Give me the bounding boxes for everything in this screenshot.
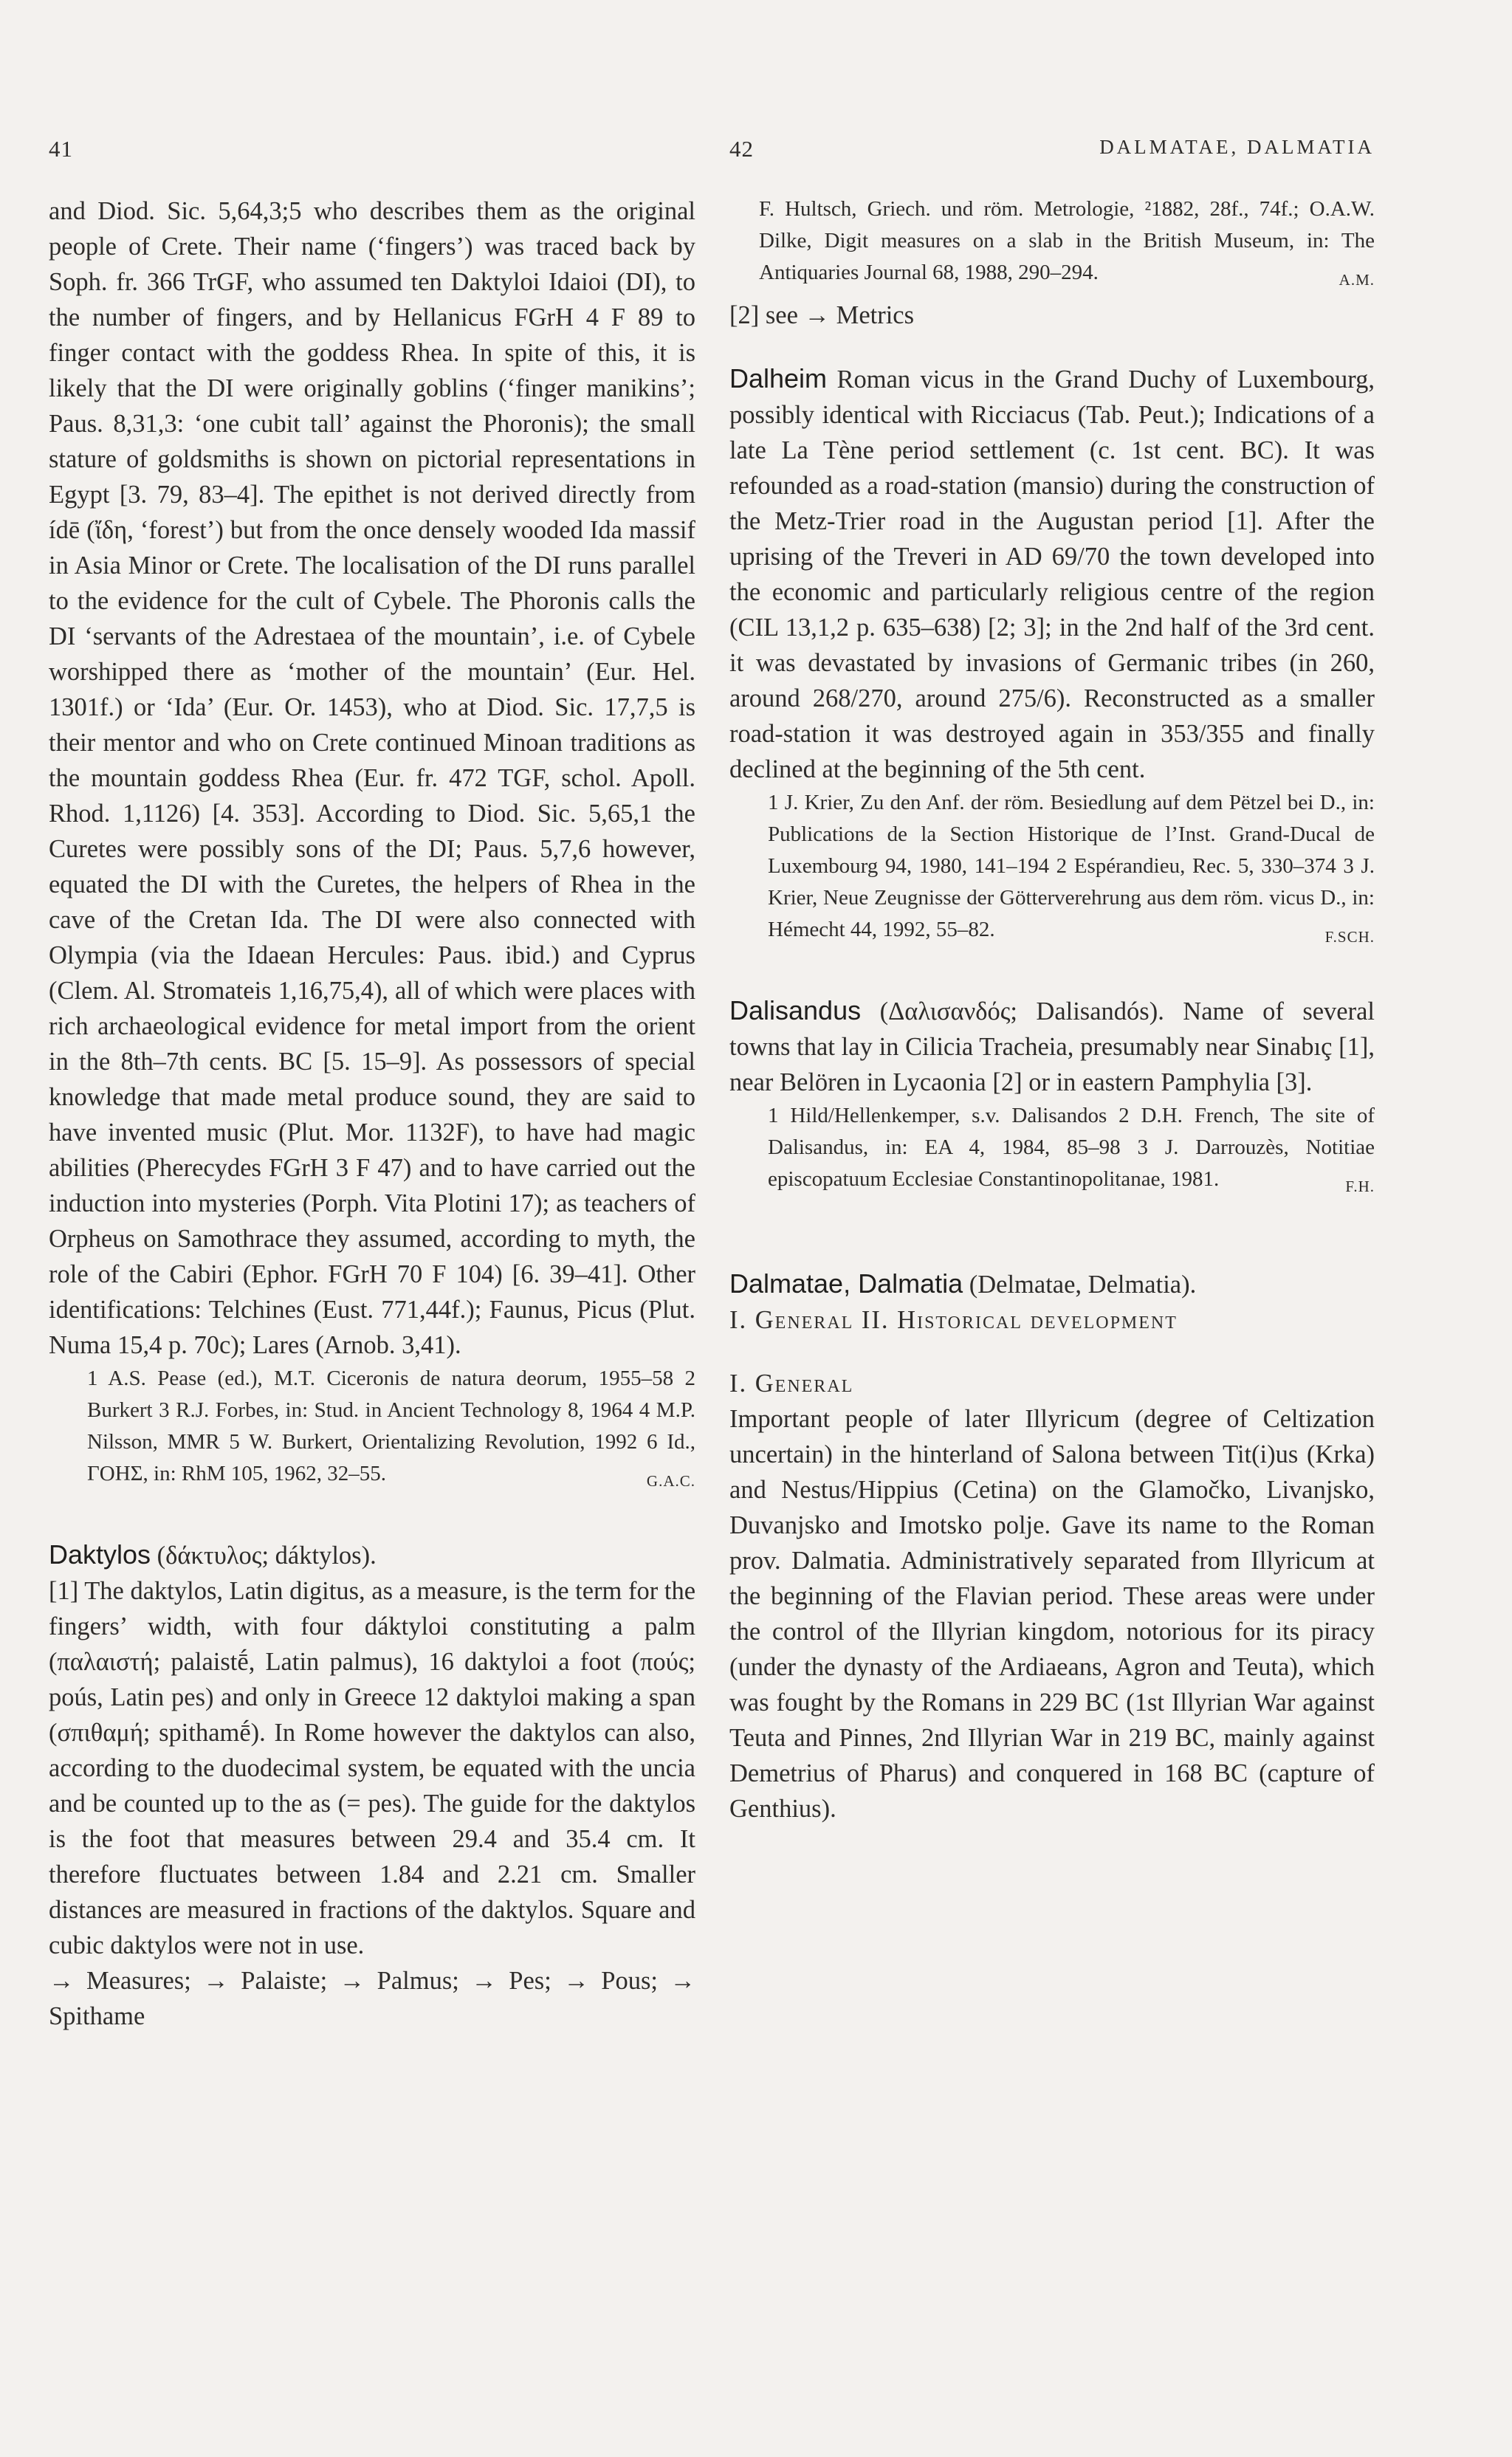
left-column: [49, 193, 695, 2034]
dalheim-references: 1 J. Krier, Zu den Anf. der röm. Besiedlung auf dem Pëtzel bei D., in: Publications de la Section Historique de l’Inst. Grand-Ducal de Luxembourg 94, 1980, 141–194 2 Espérandieu, Rec. 5, 330–374 3 J. Krier, Neue Zeugnisse der Götterverehrung aus dem röm. vicus D., in: Hémecht 44, 1992, 55–82. F.SCH.: [729, 787, 1375, 946]
dalheim-entry: [729, 361, 1375, 787]
dalheim-title: Dalheim: [729, 363, 828, 394]
dalmatae-body: Important people of later Illyricum (degree of Celtization uncertain) in the hinterland of Salona between Tit(i)us (Krka) and Nestus/Hippius (Cetina) on the Glamočko, Livanjsko, Duvanjsko and Imotsko polje. Gave its name to the Roman prov. Dalmatia. Administratively separated from Illyricum at the beginning of the Flavian period. These areas were under the control of the Illyrian kingdom, notorious for its piracy (under the dynasty of the Ardiaeans, Agron and Teuta), which was fought by the Romans in 229 BC (1st Illyrian War against Teuta and Pinnes, 2nd Illyrian War in 219 BC, mainly against Demetrius of Pharus) and conquered in 168 BC (capture of Genthius).: [729, 1405, 1375, 1823]
daktylos-author-initials: A.M.: [1339, 271, 1375, 289]
dalmatae-section-list: I. General II. Historical development: [729, 1306, 1178, 1334]
daktylos-see-also: → Measures; → Palaiste; → Palmus; → Pes; → Pous; → Spithame: [49, 1967, 695, 2030]
running-head: DALMATAE, DALMATIA: [1099, 136, 1375, 158]
daktylos-entry-heading: [49, 1537, 695, 1573]
daktyloi-author-initials: G.A.C.: [646, 1472, 695, 1490]
dalheim-author-initials: F.SCH.: [1324, 928, 1375, 946]
dalisandus-body: (Δαλισανδός; Dalisandós). Name of several towns that lay in Cilicia Tracheia, presumably near Sinabıç [1], near Belören in Lycaonia [2] or in eastern Pamphylia [3].: [729, 997, 1375, 1096]
dalmatae-section-heading: I. General: [729, 1370, 854, 1398]
dalmatae-variants: (Delmatae, Delmatia).: [969, 1271, 1197, 1299]
right-column: [729, 193, 1375, 1827]
dalisandus-author-initials: F.H.: [1345, 1178, 1375, 1195]
daktylos-title: Daktylos: [49, 1539, 151, 1570]
dalisandus-entry: [729, 993, 1375, 1100]
dalisandus-title: Dalisandus: [729, 995, 862, 1025]
dalmatae-title: Dalmatae, Dalmatia: [729, 1268, 963, 1299]
left-page-number: 41: [49, 136, 73, 162]
right-page-number: 42: [729, 136, 754, 162]
dalisandus-references: 1 Hild/Hellenkemper, s.v. Dalisandos 2 D.H. French, The site of Dalisandus, in: EA 4, 1984, 85–98 3 J. Darrouzès, Notitiae episcopatuum Ecclesiae Constantinopolitanae, 1981. F.H.: [729, 1100, 1375, 1195]
daktylos-greek: (δάκτυλος; dáktylos).: [157, 1542, 377, 1570]
daktyloi-body: and Diod. Sic. 5,64,3;5 who describes them as the original people of Crete. Their name (‘fingers’) was traced back by Soph. fr. 366 TrGF, who assumed ten Daktyloi Idaioi (DI), to the number of fingers, and by Hellanicus FGrH 4 F 89 to finger contact with the goddess Rhea. In spite of this, it is likely that the DI were originally goblins (‘finger manikins’; Paus. 8,31,3: ‘one cubit tall’ against the Phoronis); the small stature of goldsmiths is shown on pictorial representations in Egypt [3. 79, 83–4]. The epithet is not derived directly from ídē (ἴδη, ‘forest’) but from the once densely wooded Ida massif in Asia Minor or Crete. The localisation of the DI runs parallel to the evidence for the cult of Cybele. The Phoronis calls the DI ‘servants of the Adrestaea of the mountain’, i.e. of Cybele worshipped there as ‘mother of the mountain’ (Eur. Hel. 1301f.) or ‘Ida’ (Eur. Or. 1453), who at Diod. Sic. 17,7,5 is their mentor and who on Crete continued Minoan traditions as the mountain goddess Rhea (Eur. fr. 472 TGF, schol. Apoll. Rhod. 1,1126) [4. 353]. According to Diod. Sic. 5,65,1 the Curetes were possibly sons of the DI; Paus. 5,7,6 however, equated the DI with the Curetes, the helpers of Rhea in the cave of the Cretan Ida. The DI were also connected with Olympia (via the Idaean Hercules: Paus. ibid.) and Cyprus (Clem. Al. Stromateis 1,16,75,4), all of which were places with rich archaeological evidence for metal import from the orient in the 8th–7th cents. BC [5. 15–9]. As possessors of special knowledge that made metal produce sound, they are said to have invented music (Plut. Mor. 1132F), to have had magic abilities (Pherecydes FGrH 3 F 47) and to have carried out the induction into mysteries (Porph. Vita Plotini 17); as teachers of Orpheus on Samothrace they assumed, according to myth, the role of the Cabiri (Ephor. FGrH 70 F 104) [6. 39–41]. Other identifications: Telchines (Eust. 771,44f.); Faunus, Picus (Plut. Numa 15,4 p. 70c); Lares (Arnob. 3,41).: [49, 197, 695, 1359]
daktylos-sense-2: [2] see → Metrics: [729, 301, 915, 329]
daktylos-references: F. Hultsch, Griech. und röm. Metrologie, ²1882, 28f., 74f.; O.A.W. Dilke, Digit measures on a slab in the British Museum, in: The Antiquaries Journal 68, 1988, 290–294. A.M.: [729, 193, 1375, 289]
daktylos-body: [1] The daktylos, Latin digitus, as a measure, is the term for the fingers’ width, with four dáktyloi constituting a palm (παλαιστή; palaistḗ, Latin palmus), 16 daktyloi a foot (πούς; poús, Latin pes) and only in Greece 12 daktyloi making a span (σπιθαμή; spithamḗ). In Rome however the daktylos can also, according to the duodecimal system, be equated with the uncia and be counted up to the as (= pes). The guide for the daktylos is the foot that measures between 29.4 and 35.4 cm. It therefore fluctuates between 1.84 and 2.21 cm. Smaller distances are measured in fractions of the daktylos. Square and cubic daktylos were not in use.: [49, 1577, 696, 1959]
daktyloi-references: 1 A.S. Pease (ed.), M.T. Ciceronis de natura deorum, 1955–58 2 Burkert 3 R.J. Forbes, in: Stud. in Ancient Technology 8, 1964 4 M.P. Nilsson, MMR 5 W. Burkert, Orientalizing Revolution, 1992 6 Id., ΓΟΗΣ, in: RhM 105, 1962, 32–55. G.A.C.: [49, 1363, 695, 1490]
dalheim-body: Roman vicus in the Grand Duchy of Luxembourg, possibly identical with Ricciacus (Tab. Peut.); Indications of a late La Tène period settlement (c. 1st cent. BC). It was refounded as a road-station (mansio) during the construction of the Metz-Trier road in the Augustan period [1]. After the uprising of the Treveri in AD 69/70 the town developed into the economic and particularly religious centre of the region (CIL 13,1,2 p. 635–638) [2; 3]; in the 2nd half of the 3rd cent. it was devastated by invasions of Germanic tribes (in 260, around 268/270, around 275/6). Reconstructed as a smaller road-station it was destroyed again in 353/355 and finally declined at the beginning of the 5th cent.: [729, 365, 1375, 783]
dalmatae-entry-heading: [729, 1266, 1375, 1302]
